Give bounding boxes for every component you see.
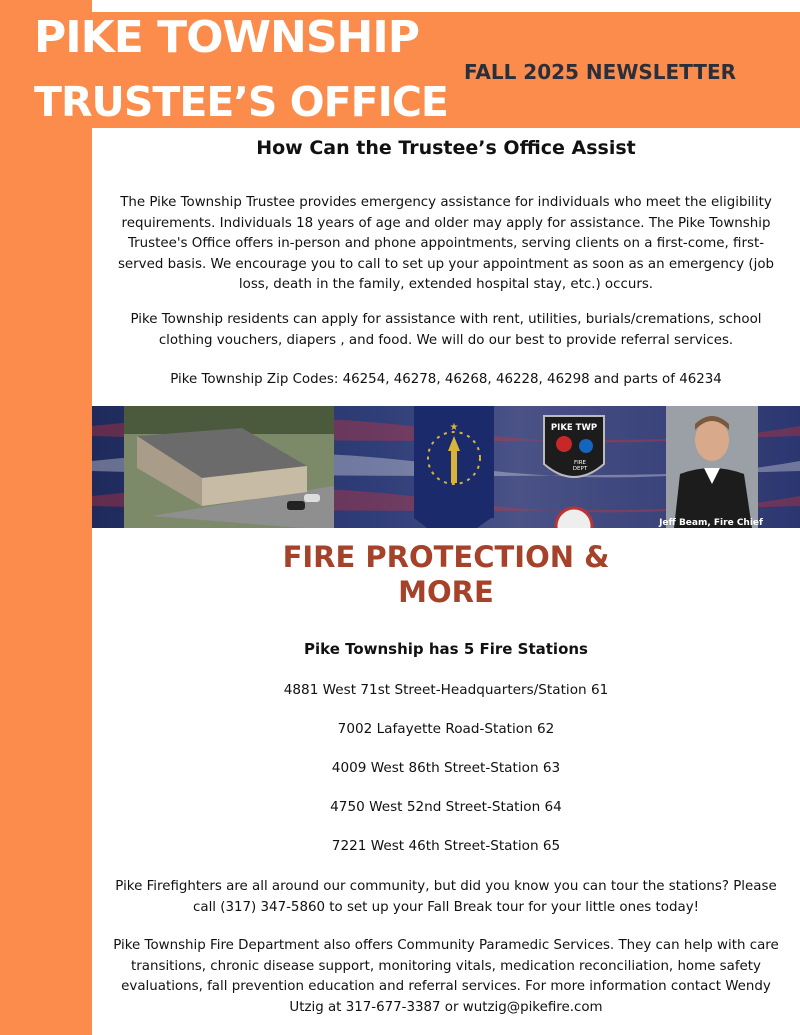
title-line-2: TRUSTEE’S OFFICE xyxy=(34,78,448,126)
fire-chief-portrait xyxy=(658,406,763,528)
assist-paragraph-1: The Pike Township Trustee provides emergency assistance for individuals who meet the eligibility requirements. Individuals 18 years of age and older may apply for assistance. The Pike Township Trustee's Office offers in-person and phone appointments, serving clients on a first-come, first-served basis. We encourage you to call to set up your appointment as soon as an emergency (job loss, death in the family, extended hospital stay, etc.) occurs. xyxy=(117,195,775,293)
fire-heading-line-1: FIRE PROTECTION & xyxy=(282,540,610,574)
badge-line-2: FIRE xyxy=(573,460,587,466)
station-tours-paragraph: Pike Firefighters are all around our community, but did you know you can tour the stations? Please call (317) 347-5860 to set up your Fall Break tour for your little ones today! xyxy=(115,879,777,915)
badge-line-3: DEPT xyxy=(572,466,588,472)
indiana-flag-graphic xyxy=(414,406,494,528)
svg-text:★: ★ xyxy=(449,422,459,433)
photo-banner xyxy=(92,406,800,528)
zip-codes: Pike Township Zip Codes: 46254, 46278, 46268, 46228, 46298 and parts of 46234 xyxy=(170,372,722,387)
left-accent-bar xyxy=(0,0,92,1035)
fire-heading-line-2: MORE xyxy=(398,575,494,609)
assist-heading: How Can the Trustee’s Office Assist xyxy=(256,137,636,159)
badge-line-1: PIKE TWP xyxy=(550,423,598,433)
assist-paragraph-2: Pike Township residents can apply for assistance with rent, utilities, burials/cremations, school clothing vouchers, diapers , and food. We will do our best to provide referral services. xyxy=(130,312,762,348)
station-aerial-photo xyxy=(124,406,334,528)
fire-protection-heading xyxy=(92,540,800,610)
newsletter-label: FALL 2025 NEWSLETTER xyxy=(464,60,737,84)
station-item: 4750 West 52nd Street-Station 64 xyxy=(330,799,562,815)
paramedic-services-paragraph: Pike Township Fire Department also offers Community Paramedic Services. They can help with care transitions, chronic disease support, monitoring vitals, medication reconciliation, home safety evaluations, fall prevention education and referral services. For more information contact Wendy Utzig at 317-677-3387 or wutzig@pikefire.com xyxy=(113,938,779,1015)
banner-collage xyxy=(92,406,800,528)
station-item: 4881 West 71st Street-Headquarters/Station 61 xyxy=(283,682,609,698)
stations-heading: Pike Township has 5 Fire Stations xyxy=(303,640,588,658)
station-item: 7002 Lafayette Road-Station 62 xyxy=(337,721,555,737)
station-item: 7221 West 46th Street-Station 65 xyxy=(331,838,561,854)
station-item: 4009 West 86th Street-Station 63 xyxy=(331,760,561,776)
title-line-1: PIKE TOWNSHIP xyxy=(34,12,419,63)
chief-caption: Jeff Beam, Fire Chief xyxy=(659,518,763,528)
